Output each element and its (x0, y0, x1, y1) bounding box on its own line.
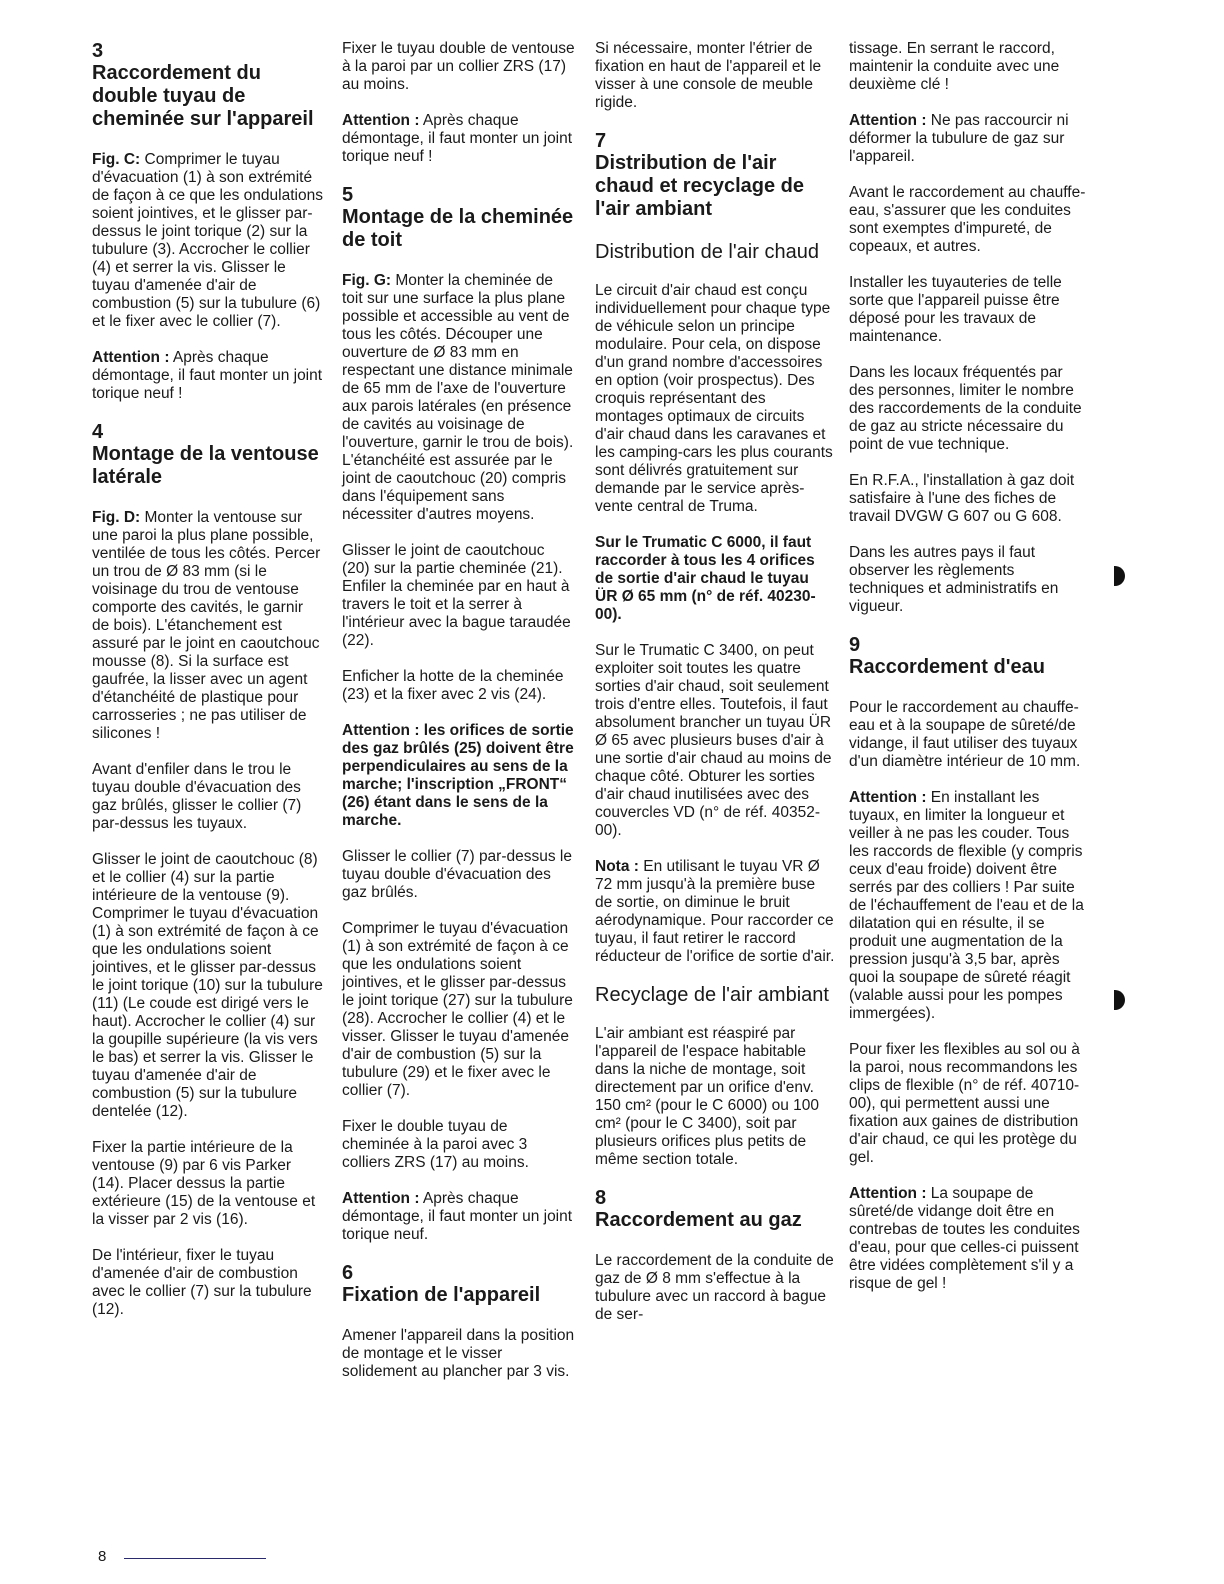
attention-label: Attention : (342, 112, 420, 129)
paragraph: Pour le raccordement au chauffe-eau et à la soupape de sûreté/de vidange, il faut utiliser des tuyaux d'un diamètre intérieur de 10 mm. (849, 699, 1081, 770)
paragraph (595, 1025, 835, 1169)
paragraph-text: Ne pas raccourcir ni déformer la tubulure de gaz sur l'appareil. (849, 112, 1069, 165)
paragraph: De l'intérieur, fixer le tuyau d'amenée d'air de combustion avec le collier (7) sur la tubulure (12). (92, 1247, 312, 1318)
section-number: 7 (595, 130, 607, 152)
column-1 (92, 40, 324, 1337)
paragraph: Sur le Trumatic C 3400, on peut exploiter soit toutes les quatre sorties d'air chaud, soit seulement trois d'entre elles. Toutefois, il faut absolument brancher un tuyau ÜR Ø 65 avec plusieurs buses d'air à une sortie d'air chaud au moins de chaque côté. Obturer les sorties d'air chaud inutilisées avec des couvercles VD (n° de réf. 40352-00). (595, 642, 832, 839)
paragraph: Le circuit d'air chaud est conçu individuellement pour chaque type de véhicule selon un principe modulaire. Pour cela, on dispose d'un grand nombre d'accessoires en option (voir prospectus). Des croquis représentant des montages optimaux de circuits d'air chaud dans les caravanes et les camping-cars les plus courants sont délivrés gratuitement sur demande par le service après-vente central de Truma. (595, 282, 833, 515)
attention-label: Attention : (92, 349, 170, 366)
paragraph: Le raccordement de la conduite de gaz de Ø 8 mm s'effectue à la tubulure avec un raccord à bague de ser- (595, 1252, 834, 1323)
paragraph: Installer les tuyauteries de telle sorte que l'appareil puisse être déposé pour les travaux de maintenance. (849, 274, 1062, 345)
section-number: 8 (595, 1187, 607, 1209)
paragraph-text: En installant les tuyaux, en limiter la longueur et veiller à ne pas les couder. Tous les raccords de flexible (y compris ceux d'eau froide) doivent être serrés par des colliers ! Par suite de l'échauffement de l'eau et de la dilatation qui en résulte, il se produit une augmentation de la pression jusqu'à 3,5 bar, après quoi la soupape de sûreté réagit (valable aussi pour les pompes immergées). (849, 789, 1084, 1022)
paragraph: Dans les autres pays il faut observer les règlements techniques et administratifs en vigueur. (849, 544, 1059, 615)
paragraph: Glisser le collier (7) par-dessus le tuyau double d'évacuation des gaz brûlés. (342, 848, 572, 901)
section-title: Raccordement du double tuyau de cheminée sur l'appareil (92, 62, 314, 130)
attention-label: Attention : (342, 1190, 420, 1207)
page-number: 8 (98, 1548, 107, 1565)
footer-rule (124, 1558, 266, 1559)
paragraph (342, 1190, 576, 1244)
section-title: Raccordement d'eau (849, 656, 1045, 678)
paragraph-text: 150 cm² (pour le C 6000) ou 100 cm² (pour le C 3400), soit par plusieurs orifices plus petits de même section totale. (595, 1097, 820, 1168)
paragraph: tissage. En serrant le raccord, maintenir la conduite avec une deuxième clé ! (849, 40, 1060, 93)
paragraph (595, 858, 835, 966)
section-number: 6 (342, 1262, 354, 1284)
paragraph-text: L'air ambiant est réaspiré par l'appareil de l'espace habitable dans la niche de montage, soit directement par un orifice d'env. (595, 1025, 814, 1096)
paragraph: Enficher la hotte de la cheminée (23) et la fixer avec 2 vis (24). (342, 668, 564, 703)
column-2 (342, 40, 576, 1399)
paragraph: Amener l'appareil dans la position de montage et le visser solidement au plancher par 3 vis. (342, 1327, 575, 1380)
section-title: Raccordement au gaz (595, 1209, 802, 1231)
paragraph: Comprimer le tuyau d'évacuation (1) à son extrémité de façon à ce que les ondulations soient jointives, et le glisser par-dessus le joint torique (27) sur la tubulure (28). Accrocher le collier (4) et le visser. Glisser le tuyau d'amenée d'air de combustion (5) sur la tubulure (29) et le fixer avec le collier (7). (342, 920, 573, 1099)
paragraph-text: Après chaque démontage, il faut monter un joint torique neuf. (342, 1190, 573, 1243)
paragraph: Dans les locaux fréquentés par des personnes, limiter le nombre des raccordements de la conduite de gaz au stricte nécessaire du point de vue technique. (849, 364, 1082, 453)
paragraph (92, 349, 324, 403)
attention-label: Attention : (849, 112, 927, 129)
section-title: Montage de la cheminée de toit (342, 206, 574, 251)
paragraph: Pour fixer les flexibles au sol ou à la paroi, nous recommandons les clips de flexible (n° de réf. 40710-00), qui permettent aussi une fixation aux gaines de distribution d'air chaud, ce qui les protège du gel. (849, 1041, 1080, 1166)
paragraph: Avant le raccordement au chauffe-eau, s'assurer que les conduites sont exemptes d'impureté, de copeaux, et autres. (849, 184, 1086, 255)
attention-label: Attention : (849, 1185, 927, 1202)
section-number: 4 (92, 421, 104, 443)
figure-label: Fig. G: (342, 272, 392, 289)
subsection-title: Distribution de l'air chaud (595, 241, 819, 263)
paragraph-text: Après chaque démontage, il faut monter un joint torique neuf ! (342, 112, 573, 165)
paragraph: Fixer la partie intérieure de la ventouse (9) par 6 vis Parker (14). Placer dessus la partie extérieure (15) de la ventouse et la visser par 2 vis (16). (92, 1139, 316, 1228)
paragraph: Si nécessaire, monter l'étrier de fixation en haut de l'appareil et le visser à une console de meuble rigide. (595, 40, 822, 111)
paragraph (849, 789, 1089, 1023)
section-number: 5 (342, 184, 354, 206)
binder-hole-mark (1114, 566, 1125, 586)
paragraph: En R.F.A., l'installation à gaz doit satisfaire à l'une des fiches de travail DVGW G 607 ou G 608. (849, 472, 1075, 525)
column-3 (595, 40, 835, 1342)
paragraph (342, 272, 576, 524)
nota-label: Nota : (595, 858, 639, 875)
section-number: 9 (849, 634, 861, 656)
paragraph-text: Comprimer le tuyau d'évacuation (1) à son extrémité de façon à ce que les ondulations soient jointives, et le glisser par-dessus le joint torique (2) sur la tubulure (3). Accrocher le collier (4) et serrer la vis. Glisser le tuyau d'amenée d'air de combustion (5) sur la tubulure (6) et le fixer avec le collier (7). (92, 151, 323, 330)
paragraph (849, 112, 1089, 166)
important-paragraph: Sur le Trumatic C 6000, il faut raccorder à tous les 4 orifices de sortie d'air chaud le tuyau ÜR Ø 65 mm (n° de réf. 40230-00). (595, 534, 816, 623)
warning-paragraph: Attention : les orifices de sortie des gaz brûlés (25) doivent être perpendiculaires au sens de la marche; l'inscription „FRONT“ (26) étant dans le sens de la marche. (342, 722, 574, 829)
paragraph: Glisser le joint de caoutchouc (20) sur la partie cheminée (21). Enfiler la cheminée par en haut à travers le toit et la serrer à l'intérieur avec la bague taraudée (22). (342, 542, 571, 649)
paragraph: Fixer le double tuyau de cheminée à la paroi avec 3 colliers ZRS (17) au moins. (342, 1118, 529, 1171)
section-number: 3 (92, 40, 104, 62)
paragraph: Avant d'enfiler dans le trou le tuyau double d'évacuation des gaz brûlés, glisser le collier (7) par-dessus les tuyaux. (92, 761, 302, 832)
paragraph-text: Monter la cheminée de toit sur une surface la plus plane possible et accessible au vent de tous les côtés. Découper une ouverture de Ø 83 mm en respectant une distance minimale de 65 mm de l'axe de l'ouverture aux parois latérales (en présence de cavités au voisinage de l'ouverture, garnir le trou de bois). L'étanchéité est assurée par le joint de caoutchouc (20) compris dans l'équipement sans nécessiter d'autres moyens. (342, 272, 574, 523)
subsection-title: Recyclage de l'air ambiant (595, 984, 829, 1006)
paragraph: Fixer le tuyau double de ventouse à la paroi par un collier ZRS (17) au moins. (342, 40, 575, 93)
paragraph-text: Monter la ventouse sur une paroi la plus plane possible, ventilée de tous les côtés. Percer un trou de Ø 83 mm (si le voisinage du trou de ventouse comporte des cavités, le garnir de bois). L'étanchement est assuré par le joint en caoutchouc mousse (8). Si la surface est gaufrée, la lisser avec un agent d'étanchéité de plastique pour carrosseries ; ne pas utiliser de silicones ! (92, 509, 321, 742)
paragraph-text: En utilisant le tuyau VR Ø 72 mm jusqu'à la première buse de sortie, on diminue le bruit aérodynamique. Pour raccorder ce tuyau, il faut retirer le raccord réducteur de l'orifice de sortie d'air. (595, 858, 835, 965)
paragraph (92, 151, 324, 331)
section-title: Distribution de l'air chaud et recyclage de l'air ambiant (595, 152, 804, 220)
paragraph-text: La soupape de sûreté/de vidange doit être en contrebas de toutes les conduites d'eau, pour que celles-ci puissent être vidées complètement s'il y a risque de gel ! (849, 1185, 1080, 1292)
paragraph (342, 112, 576, 166)
paragraph-text: Après chaque démontage, il faut monter un joint torique neuf ! (92, 349, 323, 402)
paragraph (849, 1185, 1089, 1293)
binder-hole-mark (1114, 990, 1125, 1010)
section-title: Fixation de l'appareil (342, 1284, 541, 1306)
paragraph: Glisser le joint de caoutchouc (8) et le collier (4) sur la partie intérieure de la ventouse (9). Comprimer le tuyau d'évacuation (1) à son extrémité de façon à ce que les ondulations soient jointives, et le glisser par-dessus le joint torique (10) sur la tubulure (11) (Le coude est dirigé vers le haut). Accrocher le collier (4) sur la goupille supérieure (la vis vers le bas) et serrer la vis. Glisser le tuyau d'amenée d'air de combustion (5) sur la tubulure dentelée (12). (92, 851, 323, 1120)
section-title: Montage de la ventouse latérale (92, 443, 319, 488)
paragraph (92, 509, 324, 743)
column-4 (849, 40, 1089, 1311)
figure-label: Fig. C: (92, 151, 141, 168)
figure-label: Fig. D: (92, 509, 141, 526)
attention-label: Attention : (849, 789, 927, 806)
